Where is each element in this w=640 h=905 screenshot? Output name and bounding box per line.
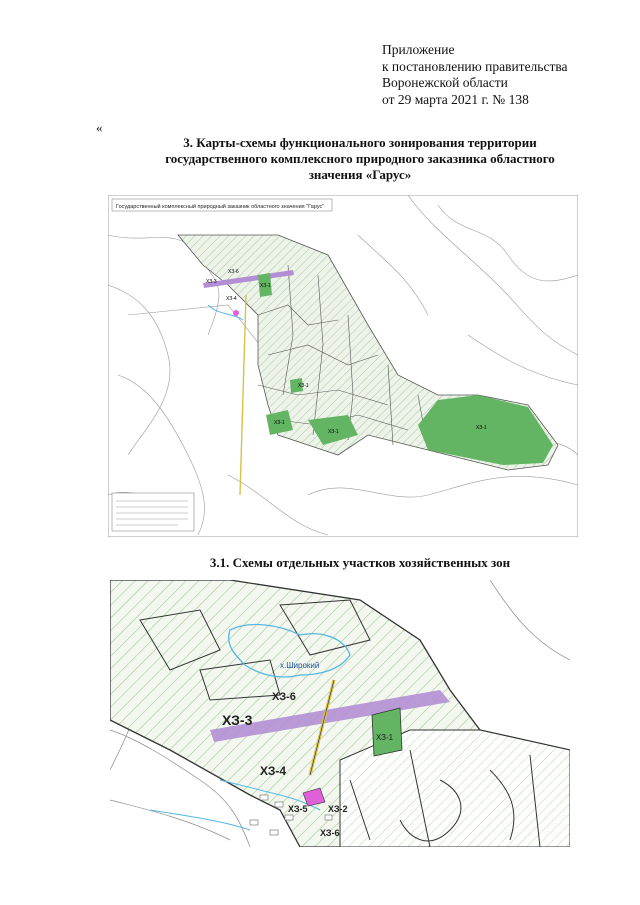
map1-zone-label: ХЗ-1 <box>260 283 271 289</box>
zone-label-z2: ХЗ-2 <box>328 804 348 814</box>
map1-zone-label: ХЗ-1 <box>476 425 487 431</box>
section-title-line-2: государственного комплексного природного заказника областного <box>165 151 555 166</box>
zone-label-z5: ХЗ-5 <box>288 804 308 814</box>
map1-zone-label: ХЗ-3 <box>206 279 217 285</box>
settlement-label: х.Широкий <box>280 661 320 670</box>
appendix-line-1: Приложение <box>382 42 455 57</box>
green-plot-z1 <box>372 708 402 756</box>
zone-label-z3: ХЗ-3 <box>222 712 253 728</box>
section-title <box>100 135 620 183</box>
section-title-line-1: 3. Карты-схемы функционального зонирования территории <box>183 135 537 150</box>
appendix-line-2: к постановлению правительства <box>382 58 568 74</box>
map1-zone-label: ХЗ-1 <box>328 429 339 435</box>
map1-zone-label: ХЗ-1 <box>274 420 285 426</box>
map1-legend <box>112 493 194 531</box>
zone-label-z4: ХЗ-4 <box>260 764 287 778</box>
zone-label-z6-lower: ХЗ-6 <box>320 828 340 838</box>
subsection-title: 3.1. Схемы отдельных участков хозяйственных зон <box>209 555 511 570</box>
overview-map <box>108 195 578 537</box>
opening-quote-mark: « <box>96 120 103 135</box>
map1-zone-label: ХЗ-4 <box>226 296 237 302</box>
detail-map <box>110 580 570 847</box>
section-title-line-3: значения «Гарус» <box>308 167 412 182</box>
magenta-plot <box>233 310 239 316</box>
appendix-line-4: от 29 марта 2021 г. № 138 <box>382 91 529 107</box>
appendix-line-3: Воронежской области <box>382 75 508 90</box>
zone-label-z1: ХЗ-1 <box>376 733 394 742</box>
map1-zone-label: ХЗ-1 <box>298 383 309 389</box>
appendix-block <box>382 42 568 108</box>
map1-header: Государственный комплексный природный заказник областного значения "Гарус" <box>116 204 325 210</box>
zone-label-z6: ХЗ-6 <box>272 691 296 703</box>
map1-zone-label: ХЗ-6 <box>228 269 239 275</box>
